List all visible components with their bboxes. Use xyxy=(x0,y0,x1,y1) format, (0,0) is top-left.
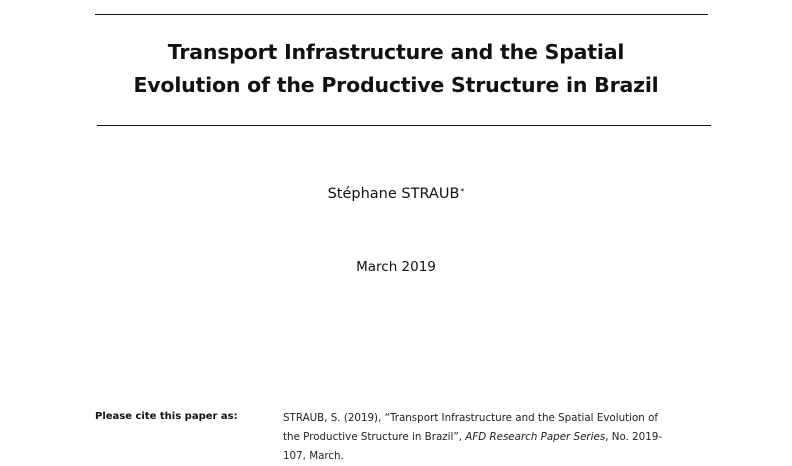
citation-line-2-prefix: the Productive Structure in Brazil”, xyxy=(283,431,466,443)
citation-line-1: STRAUB, S. (2019), “Transport Infrastructure and the Spatial Evolution of xyxy=(283,412,659,424)
bottom-rule xyxy=(97,125,711,126)
author xyxy=(0,184,792,204)
title-line-1: Transport Infrastructure and the Spatial xyxy=(167,40,625,64)
citation-line-3: 107, March. xyxy=(283,450,344,462)
citation-text xyxy=(283,409,703,466)
author-name: Stéphane STRAUB xyxy=(327,186,460,202)
citation-line-2 xyxy=(283,428,703,447)
citation-line-2-suffix: , No. 2019- xyxy=(605,431,663,443)
title-line-2: Evolution of the Productive Structure in Brazil xyxy=(133,73,659,97)
citation-series: AFD Research Paper Series xyxy=(465,431,606,443)
author-footnote-mark[interactable]: * xyxy=(460,187,465,196)
top-rule xyxy=(95,14,708,15)
paper-title xyxy=(60,36,732,102)
citation-label: Please cite this paper as: xyxy=(95,411,238,422)
publication-date: March 2019 xyxy=(356,259,436,275)
